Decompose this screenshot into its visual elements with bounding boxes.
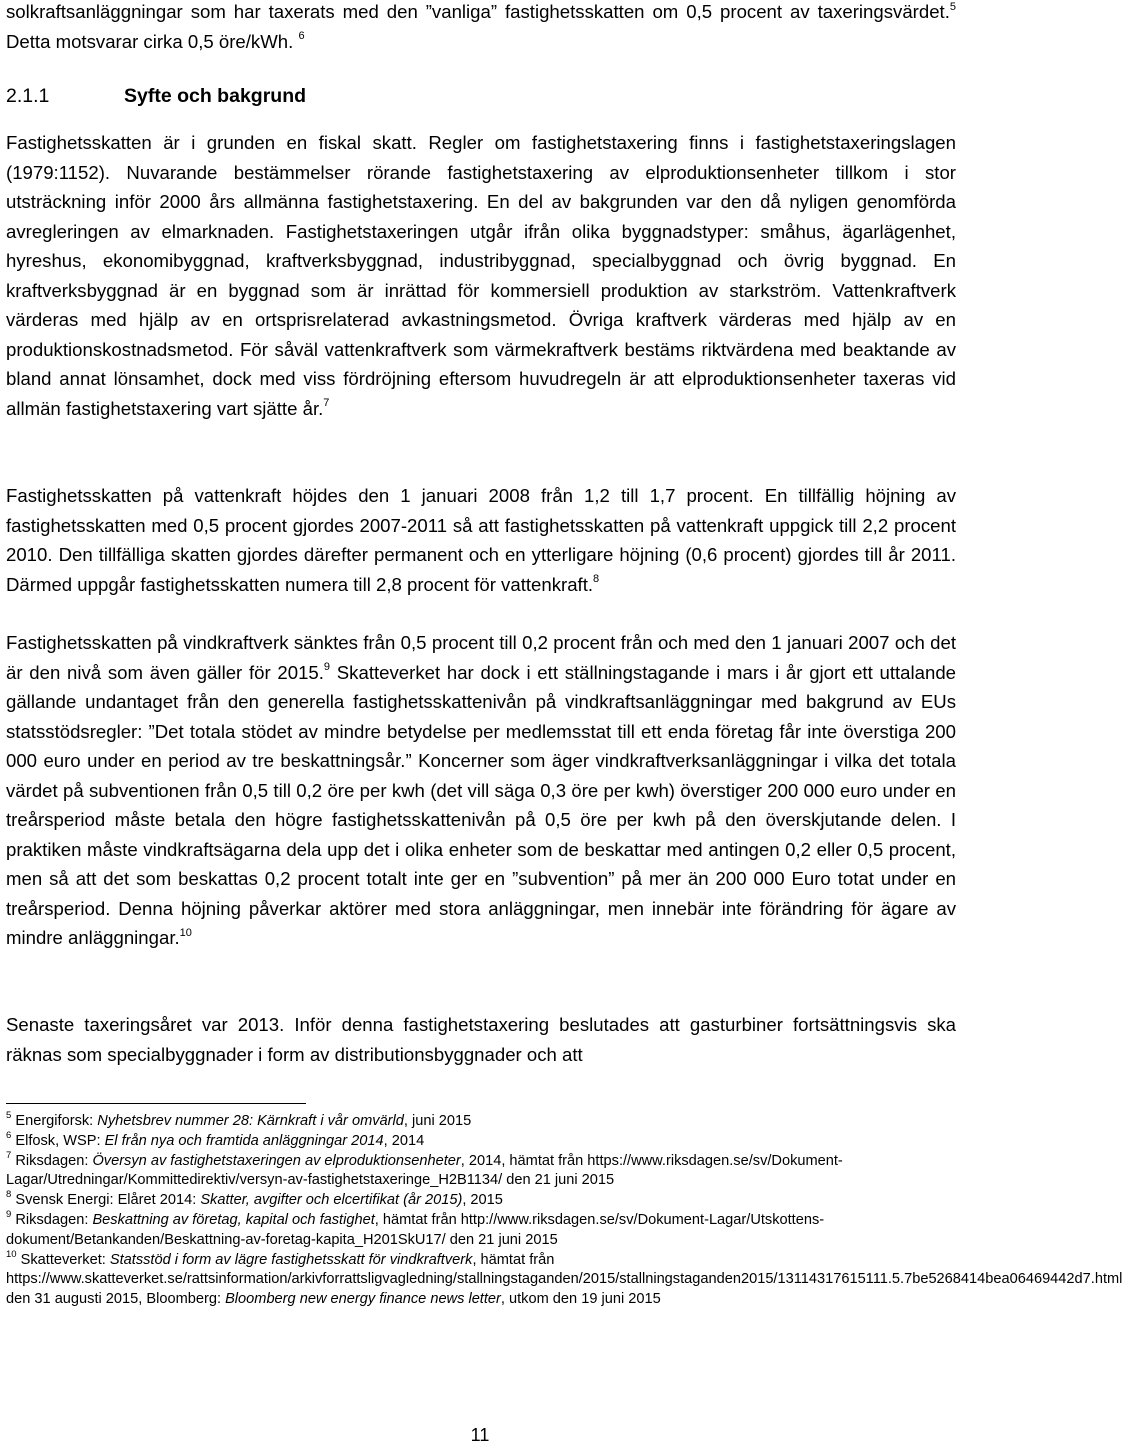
paragraph-hydropower-tax xyxy=(6,481,956,599)
footnote-details[interactable]: , 2014, hämtat från https://www.riksdagen.se/sv/Dokument-Lagar/Utredningar/Kommittedirektiv/versyn-av-fastighetstaxeringe_H2B1134/ den 21 juni 2015 xyxy=(6,1152,843,1189)
footnote-ref-6[interactable]: 6 xyxy=(298,30,305,43)
footnote-details[interactable]: , hämtat från https://www.skatteverket.se/rattsinformation/arkivforrattsligvagledning/stallningstaganden/2015/stallningstaganden2015/13114317615111.5.7be5268414bea06469442d7.html den 31 augusti 2015, Bloomberg: xyxy=(6,1251,1122,1308)
footnote-9 xyxy=(6,1211,956,1251)
footnote-title: Beskattning av företag, kapital och fastighet xyxy=(92,1211,375,1228)
paragraph-intro-text-a: solkraftsanläggningar som har taxerats med den ”vanliga” fastighetsskatten om 0,5 procent av taxeringsvärdet. xyxy=(6,1,950,22)
footnote-source: Energiforsk: xyxy=(15,1113,98,1129)
footnote-source: Elfosk, WSP: xyxy=(15,1132,105,1149)
footnote-source: Svensk Energi: Elåret 2014: xyxy=(15,1192,201,1209)
footnote-number: 9 xyxy=(6,1209,12,1221)
footnote-number: 10 xyxy=(6,1248,17,1260)
footnote-details: , juni 2015 xyxy=(403,1113,472,1129)
paragraph-latest-assessment-text: Senaste taxeringsåret var 2013. Inför denna fastighetstaxering beslutades att gasturbiner fortsättningsvis ska räknas som specialbyggnader i form av distributionsbyggnader och att xyxy=(6,1014,956,1065)
section-heading xyxy=(6,82,306,111)
footnote-ref-10[interactable]: 10 xyxy=(179,926,192,939)
footnote-source: Skatteverket: xyxy=(20,1251,110,1268)
footnote-title: Översyn av fastighetstaxeringen av elproduktionsenheter xyxy=(92,1152,461,1169)
footnote-number: 7 xyxy=(6,1149,12,1161)
footnote-number: 8 xyxy=(6,1189,12,1201)
paragraph-intro-text-b: Detta motsvarar cirka 0,5 öre/kWh. xyxy=(6,30,294,52)
footnote-ref-7[interactable]: 7 xyxy=(323,397,330,410)
paragraph-windpower-tax xyxy=(6,628,956,953)
footnote-number: 5 xyxy=(6,1110,12,1122)
paragraph-windpower-tax-text-a: Fastighetsskatten på vindkraftverk sänktes från 0,5 procent till 0,2 procent från och med den 1 januari 2007 och det är den nivå som även gäller för 2015. xyxy=(6,632,956,683)
footnote-details-secondary: , utkom den 19 juni 2015 xyxy=(500,1291,661,1308)
footnote-details: , 2015 xyxy=(462,1192,503,1209)
footnote-ref-5[interactable]: 5 xyxy=(949,0,956,13)
paragraph-intro xyxy=(6,0,956,56)
footnote-7 xyxy=(6,1149,956,1192)
footnote-details[interactable]: , hämtat från http://www.riksdagen.se/sv/Dokument-Lagar/Utskottens-dokument/Betankanden/Beskattning-av-foretag-kapita_H201SkU17/ den 21 juni 2015 xyxy=(6,1211,825,1248)
paragraph-background-text: Fastighetsskatten är i grunden en fiskal skatt. Regler om fastighetstaxering finns i fastighetstaxeringslagen (1979:1152). Nuvarande bestämmelser rörande fastighetstaxering av elproduktionsenheter tillkom i stor utsträckning inför 2000 års allmänna fastighetstaxering. En del av bakgrunden var den då nyligen genomförda avregleringen av elmarknaden. Fastighetstaxeringen utgår ifrån olika byggnadstyper: småhus, ägarlägenhet, hyreshus, ekonomibyggnad, kraftverksbyggnad, industribyggnad, specialbyggnad och övrig byggnad. En kraftverksbyggnad är en byggnad som är inrättad för kommersiell produktion av starkström. Vattenkraftverk värderas med hjälp av en ortsprisrelaterad avkastningsmetod. Övriga kraftverk värderas med hjälp av en produktionskostnadsmetod. För såväl vattenkraftverk som värmekraftverk bestäms riktvärdena med beaktande av bland annat lönsamhet, dock med viss fördröjning eftersom huvudregeln är att elproduktionsenheter taxeras vid allmän fastighetstaxering vart sjätte år. xyxy=(6,132,956,419)
footnote-title-secondary: Bloomberg new energy finance news letter xyxy=(225,1291,501,1308)
footnote-ref-9[interactable]: 9 xyxy=(323,661,331,674)
footnotes xyxy=(6,1110,1122,1310)
footnote-5 xyxy=(6,1112,956,1132)
footnote-source: Riksdagen: xyxy=(15,1211,93,1228)
footnote-title: Skatter, avgifter och elcertifikat (år 2015) xyxy=(200,1192,463,1209)
paragraph-hydropower-tax-text: Fastighetsskatten på vattenkraft höjdes den 1 januari 2008 från 1,2 till 1,7 procent. En tillfällig höjning av fastighetsskatten med 0,5 procent gjordes 2007-2011 så att fastighetsskatten på vattenkraft uppgick till 2,2 procent 2010. Den tillfälliga skatten gjordes därefter permanent och en ytterligare höjning (0,6 procent) gjordes till år 2011. Därmed uppgår fastighetsskatten numera till 2,8 procent för vattenkraft. xyxy=(6,485,956,595)
section-title: Syfte och bakgrund xyxy=(124,85,307,107)
footnote-ref-8[interactable]: 8 xyxy=(593,573,600,586)
footnote-6 xyxy=(6,1129,956,1152)
paragraph-windpower-tax-text-b: Skatteverket har dock i ett ställningstagande i mars i år gjort ett uttalande gällande undantaget från den generella fastighetsskattenivån på vindkraftsanläggningar med bakgrund av EUs statsstödsregler: ”Det totala stödet av mindre betydelse per medlemsstat till ett enda företag får inte överstiga 200 000 euro under en period av tre beskattningsår.” Koncerner som äger vindkraftverksanläggningar i vilka det totala värdet på subventionen från 0,5 till 0,2 öre per kwh (det vill säga 0,3 öre per kwh) överstiger 200 000 euro under en treårsperiod måste betala den högre fastighetsskattenivån på 0,5 öre per kwh på den överskjutande delen. I praktiken måste vindkraftsägarna dela upp det i olika enheter som de beskattar med antingen 0,2 eller 0,5 procent, men så att det som beskattas 0,2 procent totalt inte ger en ”subvention” på mer än 200 000 Euro totat under en treårsperiod. Denna höjning påverkar aktörer med stora anläggningar, men innebär inte förändring för ägare av mindre anläggningar. xyxy=(6,661,956,948)
footnote-title: Statsstöd i form av lägre fastighetsskatt för vindkraftverk xyxy=(109,1251,473,1268)
footnote-divider xyxy=(6,1103,306,1104)
footnote-10 xyxy=(6,1248,1122,1310)
footnote-title: El från nya och framtida anläggningar 2014 xyxy=(104,1132,384,1149)
section-number: 2.1.1 xyxy=(6,85,50,107)
footnote-number: 6 xyxy=(6,1129,12,1141)
footnote-8 xyxy=(6,1191,956,1211)
footnote-source: Riksdagen: xyxy=(15,1152,93,1169)
paragraph-latest-assessment xyxy=(6,1010,956,1069)
footnote-details: , 2014 xyxy=(383,1132,425,1149)
page-number: 11 xyxy=(470,1425,490,1445)
footnote-title: Nyhetsbrev nummer 28: Kärnkraft i vår omvärld xyxy=(97,1113,404,1129)
paragraph-background xyxy=(6,128,956,423)
